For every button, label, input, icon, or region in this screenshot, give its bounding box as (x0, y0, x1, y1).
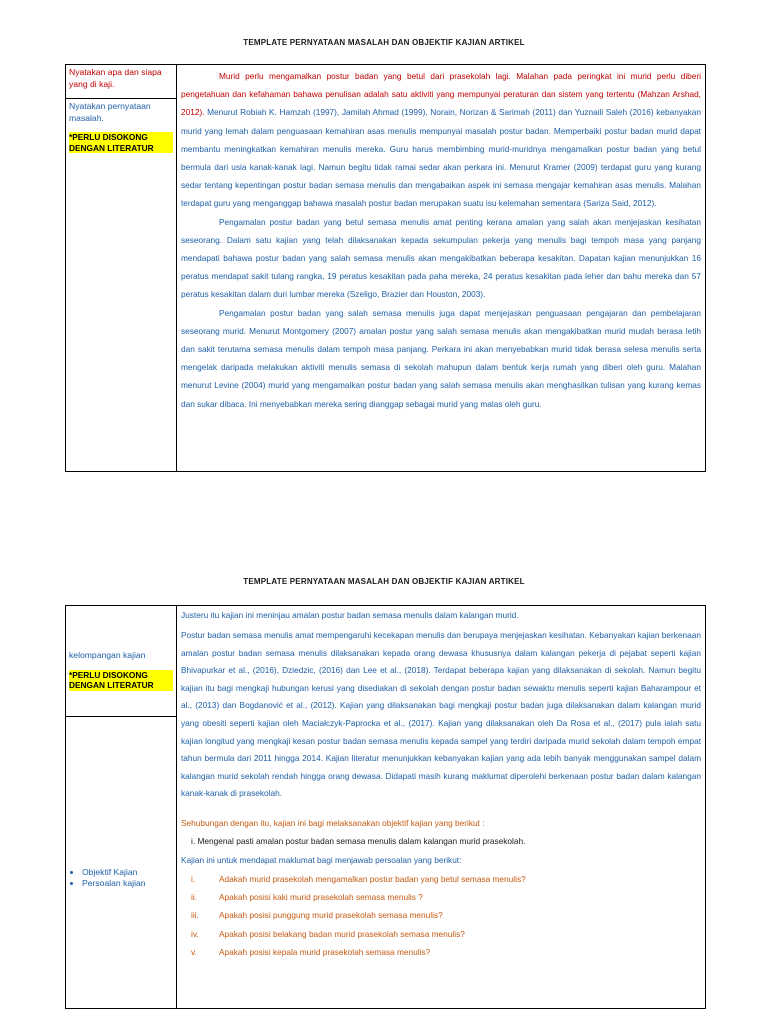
template-title: TEMPLATE PERNYATAAN MASALAH DAN OBJEKTIF KAJIAN ARTIKEL (243, 38, 525, 47)
question-text: Apakah posisi kaki murid prasekolah semasa menulis ? (219, 892, 423, 903)
template-table-gap (65, 605, 706, 1009)
paragraph-1-red: Murid perlu mengamalkan postur badan yang betul dari prasekolah lagi. Malahan pada peringkat ini murid perlu diberi pengetahuan dan kefahaman bahawa penulisan adalah satu aktiviti yang mempunyai peraturan dan sistem yang tertentu (Mahzan Arshad, 2012). (181, 71, 701, 118)
paragraph-1-blue: Menurut Robiah K. Hamzah (1997), Jamilah Ahmad (1999), Norain, Norizan & Sarimah (2011) dan Yuznaili Saleh (2016) kebanyakan murid yang lemah dalam penguasaan kemahiran asas menulis mempunyai masalah postur badan. Memperbaiki postur badan murid dapat membantu meningkatkan kemahiran menulis mereka. Guru harus membimbing murid-muridnya mengamalkan postur badan yang betul bermula dari usia kanak-kanak lagi. Namun begitu tidak ramai sedar akan perkara ini. Menurut Kramer (2009) terdapat guru yang kurang sedar tentang kepentingan postur badan semasa menulis dan mengabaikan aspek ini semasa mengajar kemahiran asas menulis. Malahan terdapat guru yang menganggap bahawa masalah postur badan merupakan suatu isu kelemahan sementara (Sariza Said, 2012). (181, 107, 701, 209)
question-item (181, 943, 701, 961)
label-problem-statement (66, 99, 176, 155)
question-item (181, 888, 701, 906)
left-cell-problem-statement (66, 99, 177, 472)
question-text: Apakah posisi punggung murid prasekolah semasa menulis? (219, 910, 443, 921)
bullet-questions: • Persoalan kajian (82, 878, 176, 889)
template-title-2: TEMPLATE PERNYATAAN MASALAH DAN OBJEKTIF KAJIAN ARTIKEL (243, 577, 525, 586)
gap-text (177, 606, 705, 965)
question-number: v. (191, 946, 197, 957)
paragraph-2: Pengamalan postur badan yang betul semasa menulis amat penting kerana amalan yang salah akan menjejaskan kesihatan seseorang. Dalam satu kajian yang telah dilaksanakan kepada sekumpulan pekerja yang menulis bagi tempoh masa yang panjang mendapati bahawa postur badan yang salah semasa menulis akan mengakibatkan beberapa kesakitan. Dapatan kajian menunjukkan 16 peratus mendapat sakit tulang rangka, 19 peratus kesakitan pada paha mereka, 24 peratus kesakitan pada leher dan bahu mereka dan 57 peratus kesakitan dalam duri lumbar mereka (Szeligo, Brazier dan Houston, 2003). (181, 216, 701, 300)
objective-item: i. Mengenal pasti amalan postur badan semasa menulis dalam kalangan murid prasekolah. (191, 835, 526, 846)
paragraph-3: Pengamalan postur badan yang salah semasa menulis juga dapat menjejaskan penguasaan pengajaran dan pembelajaran seseorang murid. Menurut Montgomery (2007) amalan postur yang salah semasa menulis akan mengakibatkan murid mudah berasa letih dan sakit terutama semasa menulis dalam tempoh masa panjang. Perkara ini akan menyebabkan murid tidak berasa selesa menulis serta mengelak daripada melakukan aktiviti menulis semasa di sekolah mahupun dalam bentuk kerja rumah yang diberi oleh guru. Malahan menurut Levine (2004) murid yang mengamalkan postur badan yang salah semasa menulis akan menghasilkan tulisan yang kurang kemas dan sukar dibaca. Ini menyebabkan mereka sering dianggap sebagai murid yang malas oleh guru. (181, 307, 701, 409)
left-cell-what-who (66, 65, 177, 99)
question-number: iv. (191, 928, 199, 939)
question-text: Adakah murid prasekolah mengamalkan postur badan yang betul semasa menulis? (219, 873, 526, 884)
question-item (181, 870, 701, 888)
problem-text (177, 65, 705, 417)
question-item (181, 906, 701, 924)
questions-intro: Kajian ini untuk mendapat maklumat bagi menjawab persoalan yang berikut: (181, 854, 462, 865)
literature-highlight: *PERLU DISOKONG DENGAN LITERATUR (69, 132, 173, 153)
problem-statement-label: Nyatakan pernyataan masalah. (69, 101, 151, 123)
gap-label-block (66, 606, 176, 693)
literature-highlight-2: *PERLU DISOKONG DENGAN LITERATUR (69, 670, 173, 691)
paragraph-1 (181, 67, 701, 213)
left-cell-objectives (66, 717, 177, 1009)
label-what-who: Nyatakan apa dan siapa yang di kaji. (69, 67, 162, 89)
question-number: ii. (191, 892, 197, 903)
research-questions-list (181, 870, 701, 961)
question-item (181, 925, 701, 943)
question-text: Apakah posisi kepala murid prasekolah semasa menulis? (219, 946, 431, 957)
first-line: Justeru itu kajian ini meninjau amalan postur badan semasa menulis dalam kalangan murid. (181, 610, 519, 620)
content-cell-problem (177, 65, 706, 472)
objectives-bullets (66, 867, 176, 889)
question-text: Apakah posisi belakang badan murid prasekolah semasa menulis? (219, 928, 465, 939)
question-number: i. (191, 873, 196, 884)
template-table-problem (65, 64, 706, 472)
content-cell-gap (177, 606, 706, 1009)
question-number: iii. (191, 910, 199, 921)
gap-paragraph: Postur badan semasa menulis amat mempengaruhi kecekapan menulis dan berupaya menjejaskan kesihatan. Kebanyakan kajian berkenaan amalan postur badan semasa menulis dilaksanakan kepada orang dewasa khususnya dalam kalangan pekerja di pejabat seperti kajian Bhivapurkar et al., (2016), Dziedzic, (2016) dan Lee et al., (2018). Terdapat beberapa kajian yang dilaksanakan di sekolah. Namun begitu kajian itu bagi mengkaji hubungan kerusi yang disediakan di sekolah dengan postur badan sewaktu menulis seperti kajian Baharampour et al., (2013) dan Bogdanović et al., (2012). Kajian yang dilaksanakan bagi mengkaji postur badan juga dilaksanakan dalam kalangan murid yang obesiti seperti kajian oleh Maciałczyk-Paprocka et al., (2017). Kajian yang dilaksanakan oleh Da Rosa et al., (2017) pula ialah satu kajian longitud yang mengkaji kesan postur badan semasa menulis kepada sampel yang terdiri daripada murid sekolah dalam tempoh empat tahun bermula dari 2011 hingga 2014. Kajian literatur menunjukkan kebanyakan kajian yang ada lebih banyak menggunakan sampel dalam kalangan murid sekolah rendah hingga orang dewasa. Didapati masih kurang maklumat diperolehi berkenaan postur badan dalam kalangan kanak-kanak di prasekolah. (181, 630, 701, 799)
objective-intro: Sehubungan dengan itu, kajian ini bagi melaksanakan objektif kajian yang berikut : (181, 817, 485, 828)
left-cell-gap (66, 606, 177, 717)
label-research-gap: kelompangan kajian (69, 650, 146, 660)
bullet-objective: • Objektif Kajian (82, 867, 176, 878)
objectives-label-block (66, 717, 176, 889)
